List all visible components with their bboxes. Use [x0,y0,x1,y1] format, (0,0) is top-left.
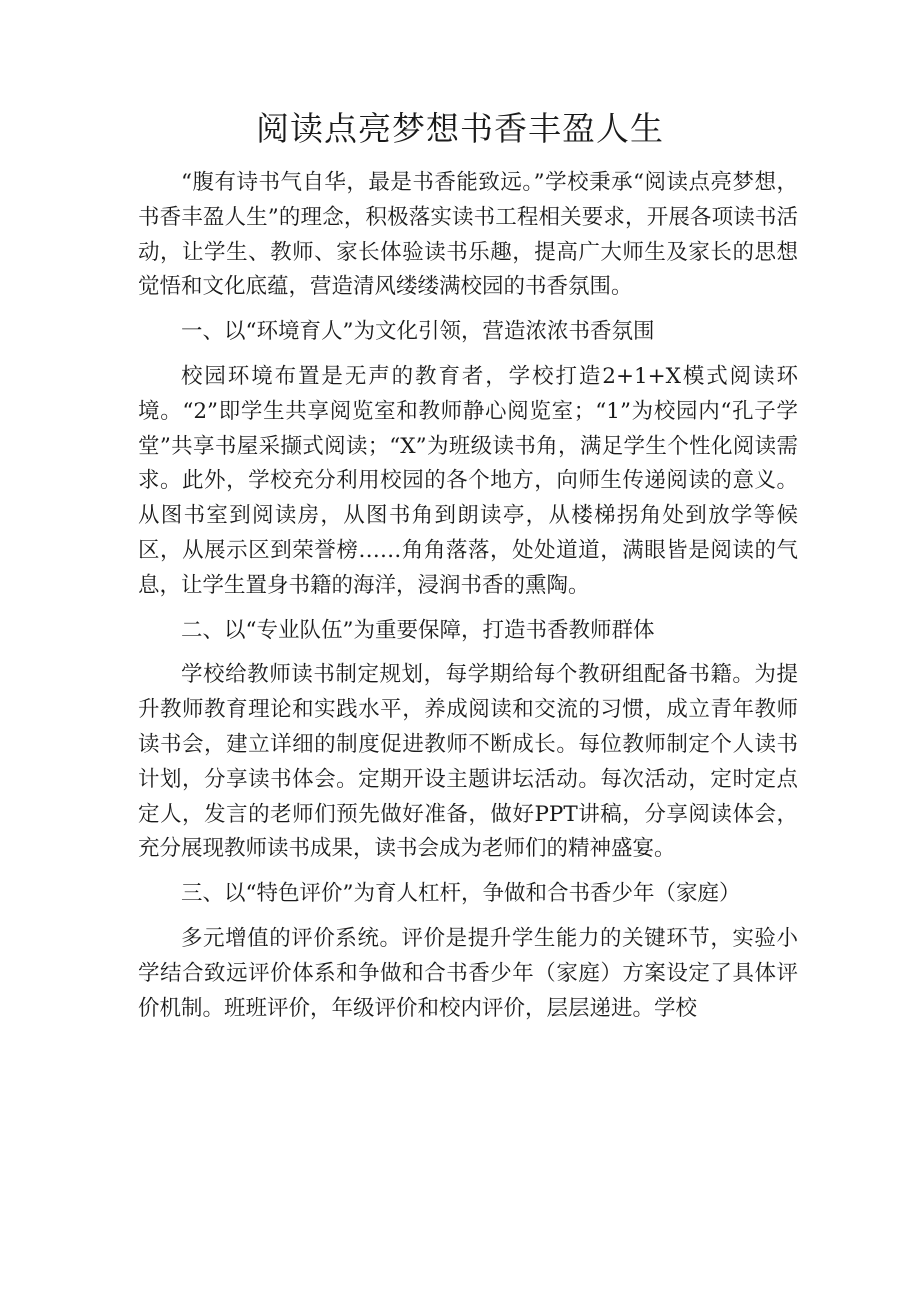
intro-paragraph: “腹有诗书气自华，最是书香能致远。”学校秉承“阅读点亮梦想，书香丰盈人生”的理念，积极落实读书工程相关要求，开展各项读书活动，让学生、教师、家长体验读书乐趣，提高广大师生及家长的思想觉悟和文化底蕴，营造清风缕缕满校园的书香氛围。 [138,170,798,300]
section-paragraph-2: 学校给教师读书制定规划，每学期给每个教研组配备书籍。为提升教师教育理论和实践水平，养成阅读和交流的习惯，成立青年教师读书会，建立详细的制度促进教师不断成长。每位教师制定个人读书计划，分享读书体会。定期开设主题讲坛活动。每次活动，定时定点定人，发言的老师们预先做好准备，做好PPT讲稿，分享阅读体会，充分展现教师读书成果，读书会成为老师们的精神盛宴。 [138,662,798,862]
section-paragraph-1: 校园环境布置是无声的教育者，学校打造2+1+X模式阅读环境。“2”即学生共享阅览室和教师静心阅览室；“1”为校园内“孔子学堂”共享书屋采撷式阅读；“X”为班级读书角，满足学生个性化阅读需求。此外，学校充分利用校园的各个地方，向师生传递阅读的意义。从图书室到阅读房，从图书角到朗读亭，从楼梯拐角处到放学等候区，从展示区到荣誉榜……角角落落，处处道道，满眼皆是阅读的气息，让学生置身书籍的海洋，浸润书香的熏陶。 [138,363,798,598]
document-title: 阅读点亮梦想书香丰盈人生 [256,109,664,148]
section-paragraph-3: 多元增值的评价系统。评价是提升学生能力的关键环节，实验小学结合致远评价体系和争做和合书香少年（家庭）方案设定了具体评价机制。班班评价，年级评价和校内评价，层层递进。学校 [138,925,798,1021]
section-heading-3: 三、以“特色评价”为育人杠杆，争做和合书香少年（家庭） [181,881,741,907]
section-heading-2: 二、以“专业队伍”为重要保障，打造书香教师群体 [181,617,655,643]
section-heading-1: 一、以“环境育人”为文化引领，营造浓浓书香氛围 [181,319,655,345]
document-body [138,166,798,1026]
